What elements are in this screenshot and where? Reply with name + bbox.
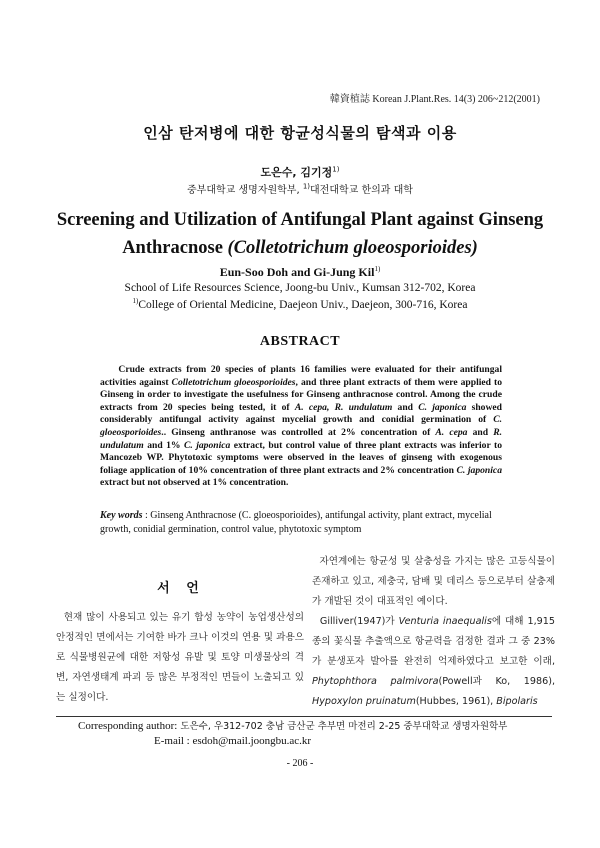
abstract-text: and 1% [143,439,184,451]
page-number: - 206 - [286,758,314,769]
abstract-text: extract, but control value of three plant extracts was inferior to Mancozeb WP. Phytotoxic symptoms were observed in the leaves of ginseng with exogenous foliage application of 10% concentration of three plant extracts and 2% concentration [100,439,503,476]
abstract-italic: A. cepa [435,426,468,438]
corresponding-author [78,719,578,748]
abstract-text: , and three plant extracts of them were applied to Ginseng in order to investigate the usefulness for Ginseng anthracnose control. Among the crude extracts from 20 species being tested, it of [100,376,502,413]
abstract-italic: C. japonica [456,464,502,476]
abstract-text: and [392,401,419,413]
abstract-text: extract but not observed at 1% concentration. [100,477,289,489]
species-name: Bipolaris [496,696,538,707]
abstract-italic: A. cepa, R. undulatum [294,401,393,413]
abstract-italic: C. gloeosporioides [100,414,502,438]
journal-name-kr: 韓資植誌 [329,94,370,105]
right-column-text: Gilliver(1947)가 [319,616,399,627]
english-affiliation-2 [0,297,600,311]
abstract-text: .. Ginseng anthranose was controlled at 2% concentration of [161,426,436,438]
english-affil-2-text: College of Oriental Medicine, Daejeon Univ., Daejeon, 300-716, Korea [138,298,468,311]
abstract-text: and [467,426,494,438]
abstract-italic: R. undulatum [100,426,502,451]
journal-citation [330,90,540,105]
keywords-label: Key words [100,510,143,521]
keywords [100,509,502,536]
english-title-line1: Screening and Utilization of Antifungal Plant against Ginseng [56,210,544,230]
abstract-text: Crude extracts from 20 species of plants 16 families were evaluated for their antifungal activities against [100,364,503,388]
title-plain: Anthracnose [122,238,228,258]
right-column-text: (Powell과 Ko, 1986), [438,676,555,687]
abstract-italic: Colletotrichum gloeosporioides [171,376,296,388]
abstract-italic: C. japonica [183,439,231,451]
footnote-divider [56,716,552,717]
title-italic: (Colletotrichum gloeosporioides) [227,238,478,258]
species-name: Venturia inaequalis [398,616,492,627]
corresponding-label: Corresponding author: [78,720,178,732]
abstract-heading: ABSTRACT [259,334,341,349]
right-column-text: (Hubbes, 1961), [415,696,497,707]
author-superscript: 1) [332,165,340,174]
english-affil-superscript: 1) [132,297,139,305]
keywords-text: : Ginseng Anthracnose (C. gloeosporioides), antifungal activity, plant extract, mycelial growth, conidial germination, control value, phytotoxic symptom [100,510,492,535]
journal-ref: Korean J.Plant.Res. 14(3) 206~212(2001) [372,94,540,105]
body-left-column [56,608,304,708]
korean-affil-b: 대전대학교 한의과 대학 [310,185,413,196]
body-right-column [312,552,555,712]
english-affiliation-1: School of Life Resources Science, Joong-bu Univ., Kumsan 312-702, Korea [124,282,476,294]
abstract-body [100,364,502,490]
korean-authors [0,164,600,180]
english-authors [0,265,600,280]
abstract-italic: C. japonica [418,401,467,413]
right-column-text: 에 대해 1,915종의 꽃식물 추출액으로 항균력을 검정한 결과 그 중 23%가 분생포자 발아를 완전히 억제하였다고 보고한 이래, [312,616,555,667]
abstract-text: showed considerably antifungal activity against mycelial growth and conidial germination of [100,401,503,426]
right-column-text: 자연계에는 항균성 및 살충성을 가지는 많은 고등식물이 존재하고 있고, 제충국, 담배 및 데리스 등으로부터 살충제가 개발된 것이 대표적인 예이다. [312,556,555,607]
korean-title: 인삼 탄저병에 대한 항균성식물의 탐색과 이용 [143,124,457,142]
korean-author-names: 도은수, 김기정 [260,166,333,179]
english-author-names: Eun-Soo Doh and Gi-Jung Kil [219,265,375,279]
left-column-text: 현재 많이 사용되고 있는 유기 합성 농약이 농업생산성의 안정적인 면에서는 기여한 바가 크나 이것의 연용 및 과용으로 식물병원균에 대한 저항성 유발 및 토양 미생물상의 격변, 자연생태계 파괴 등 많은 부정적인 면들이 노출되고 있는 실정이다. [56,612,304,703]
english-title-line2 [0,238,600,259]
affil-superscript: 1) [302,182,310,191]
english-author-superscript: 1) [374,265,381,273]
korean-affiliations [0,181,600,196]
section-heading-introduction: 서 언 [157,581,205,596]
corresponding-address: 도은수, 우312-702 충남 금산군 추부면 마전리 2-25 중부대학교 생명자원학부 [177,721,508,732]
species-name: Phytophthora palmivora [312,676,439,687]
species-name: Hypoxylon pruinatum [312,696,416,707]
corresponding-email[interactable]: E-mail : esdoh@mail.joongbu.ac.kr [154,735,312,747]
korean-affil-a: 중부대학교 생명자원학부, [187,185,303,196]
